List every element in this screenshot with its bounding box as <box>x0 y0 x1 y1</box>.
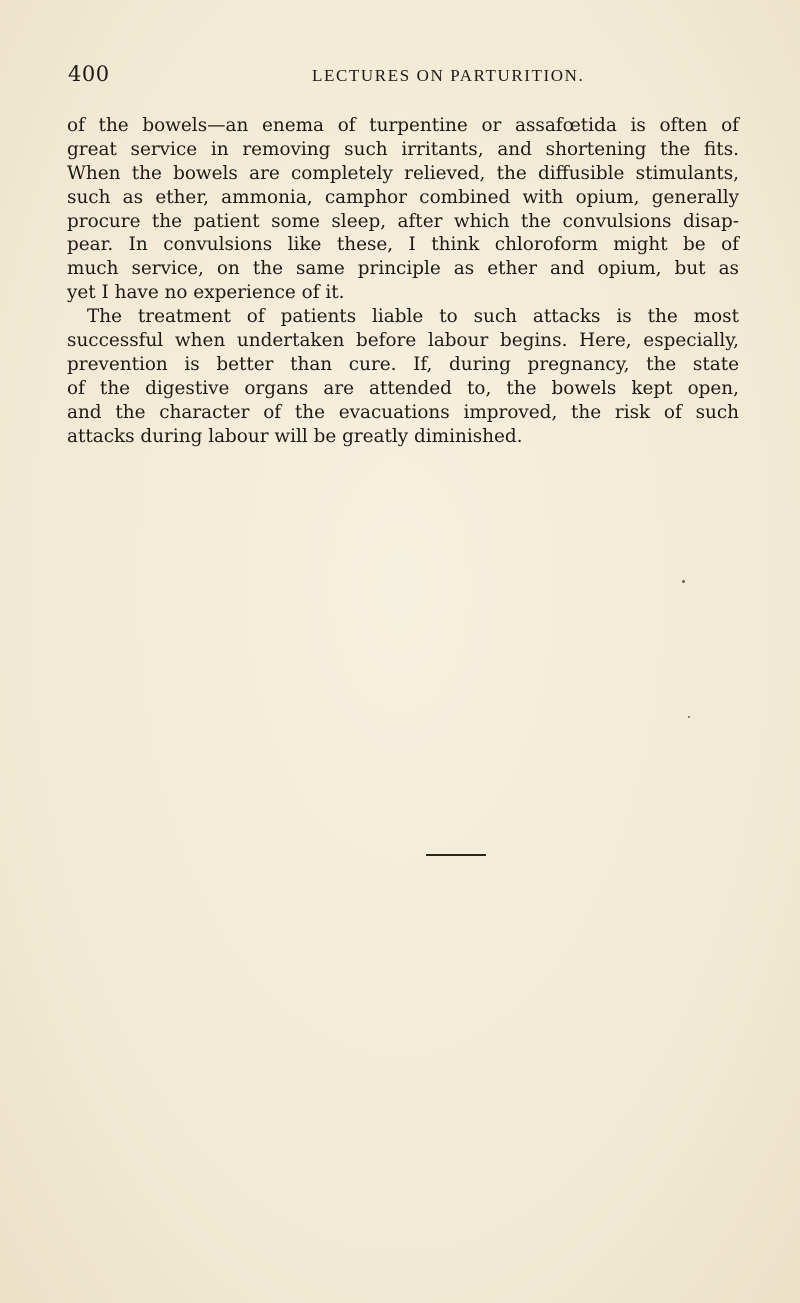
text-line: such as ether, ammonia, camphor combined with opium, generally <box>67 186 739 208</box>
paper-speck <box>688 716 690 718</box>
text-line: pear. In convulsions like these, I think chloroform might be of <box>67 234 739 256</box>
text-line: much service, on the same principle as ether and opium, but as <box>67 258 739 280</box>
paper-speck <box>682 580 685 583</box>
text-line: The treatment of patients liable to such attacks is the most <box>87 306 739 328</box>
text-line: yet I have no experience of it. <box>67 282 345 304</box>
text-line: attacks during labour will be greatly diminished. <box>67 425 523 447</box>
text-line: great service in removing such irritants, and shortening the fits. <box>67 138 739 160</box>
text-line: of the bowels—an enema of turpentine or assafœtida is often of <box>67 115 739 136</box>
page-number: 400 <box>68 62 110 86</box>
text-line: procure the patient some sleep, after which the convulsions disap- <box>67 210 739 232</box>
text-line: successful when undertaken before labour begins. Here, especially, <box>67 330 739 352</box>
body-text <box>67 114 739 448</box>
text-line: and the character of the evacuations improved, the risk of such <box>67 401 739 423</box>
text-line: prevention is better than cure. If, during pregnancy, the state <box>67 353 739 375</box>
running-head <box>68 62 738 92</box>
text-line: of the digestive organs are attended to, the bowels kept open, <box>67 377 739 399</box>
running-title: LECTURES ON PARTURITION. <box>312 66 585 85</box>
section-rule <box>426 854 486 856</box>
text-line: When the bowels are completely relieved, the diffusible stimulants, <box>67 162 739 184</box>
